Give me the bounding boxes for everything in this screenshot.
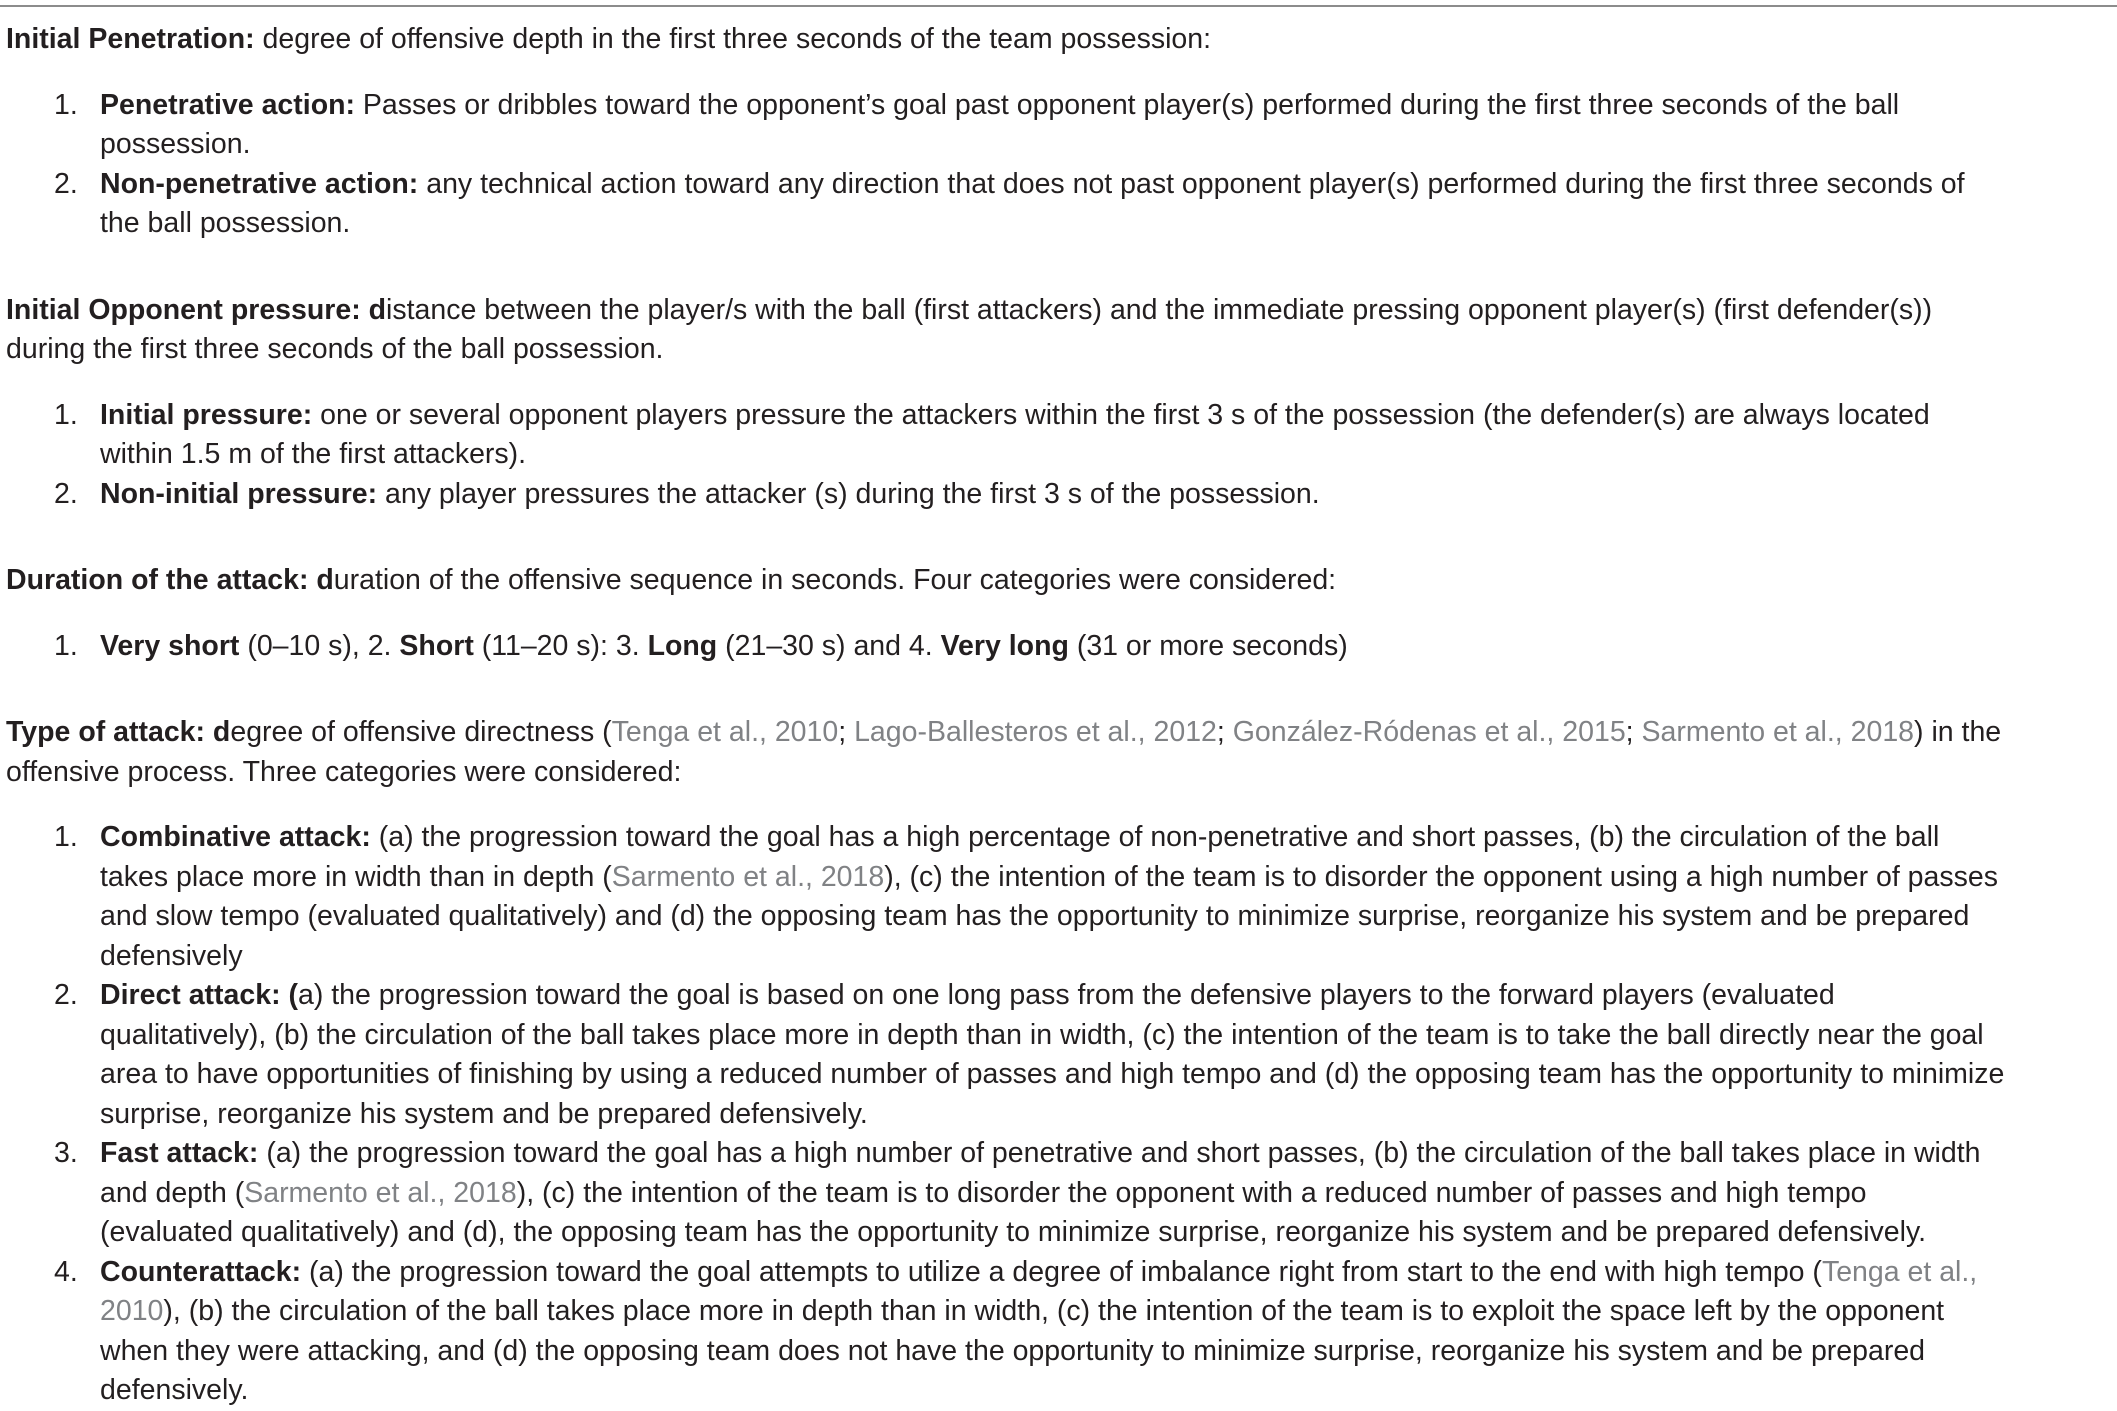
item-text: Passes or dribbles toward the opponent’s goal past opponent player(s) performed during the first three seconds of the ball possession. (100, 88, 1900, 160)
heading-label: Initial Penetration: (6, 23, 255, 55)
item-content (100, 979, 2004, 1130)
item-text: any technical action toward any direction that does not past opponent player(s) performed during the first three seconds of the ball possession. (100, 167, 1965, 239)
text-segment: (0–10 s), 2. (239, 629, 400, 662)
item-text: one or several opponent players pressure the attackers within the first 3 s of the possession (the defender(s) are always located within 1.5 m of the first attackers). (100, 398, 1930, 470)
bold-term: Long (647, 629, 718, 662)
bold-term: Combinative attack: (100, 821, 371, 853)
citation-link[interactable]: González-Ródenas et al., 2015 (1232, 716, 1626, 748)
top-rule (0, 5, 2117, 7)
item-number: 3. (54, 1137, 78, 1169)
bold-term: Short (399, 629, 474, 662)
item-number: 1. (54, 821, 78, 853)
heading-label: Duration of the attack: d (6, 564, 334, 596)
citation-link[interactable]: Sarmento et al., 2018 (1641, 716, 1915, 748)
text-segment: (a) the progression toward the goal has a high percentage of non-penetrative and short passes, (b) the circulation of the ball takes place more in width than in depth ( (100, 821, 1940, 893)
text-segment: ) in the offensive process. Three categories were considered: (6, 716, 2002, 788)
item-label: Penetrative action: (100, 88, 355, 121)
citation-link[interactable]: Tenga et al., 2010 (100, 1255, 1978, 1327)
text-segment: (a) the progression toward the goal has a high number of penetrative and short passes, (b) the circulation of the ball takes place in width and depth ( (100, 1137, 1981, 1209)
item-text: any player pressures the attacker (s) during the first 3 s of the possession. (377, 477, 1320, 510)
item-number: 2. (54, 167, 78, 200)
bold-term: Counterattack: (100, 1255, 302, 1288)
section-initial-opponent-pressure (6, 291, 2006, 515)
list-item (6, 396, 2006, 475)
item-content (100, 1256, 1977, 1407)
heading-label: Type of attack: d (6, 716, 231, 748)
text-segment: (31 or more seconds) (1068, 629, 1348, 662)
list-item (6, 1134, 2006, 1253)
item-label: Initial pressure: (100, 398, 313, 431)
heading-label: Initial Opponent pressure: d (6, 293, 387, 326)
bold-term: Very long (940, 629, 1069, 662)
text-segment: (11–20 s): 3. (473, 629, 648, 662)
section-initial-penetration (6, 20, 2006, 244)
item-number: 1. (54, 88, 78, 121)
item-number: 1. (54, 629, 78, 662)
section-heading (6, 713, 2006, 792)
bold-term: Very short (100, 629, 240, 662)
item-list (6, 396, 2006, 515)
list-item (6, 818, 2006, 976)
item-number: 2. (54, 477, 78, 510)
item-content (100, 1137, 1980, 1248)
item-label: Non-penetrative action: (100, 167, 419, 200)
section-heading (6, 291, 2006, 370)
text-segment: ; (1625, 716, 1642, 748)
text-segment: ; (1216, 716, 1233, 748)
list-item (6, 976, 2006, 1134)
bold-term: Direct attack: ( (100, 979, 298, 1011)
text-segment: ), (c) the intention of the team is to disorder the opponent with a reduced number of passes and high tempo (evaluated qualitatively) and (d), the opposing team has the opportunity to minimize surprise, reorganize his system and be prepared defensively. (100, 1176, 1927, 1248)
text-segment: (21–30 s) and 4. (717, 629, 941, 662)
section-type-of-attack (6, 713, 2006, 1411)
item-list (6, 86, 2006, 244)
text-segment: (a) the progression toward the goal attempts to utilize a degree of imbalance right from start to the end with high tempo ( (301, 1255, 1822, 1288)
item-content (100, 821, 1998, 972)
definitions-text (6, 20, 2006, 1411)
section-duration-of-attack (6, 561, 2006, 666)
heading-text (6, 716, 2001, 788)
list-item (6, 475, 2006, 515)
heading-text: istance between the player/s with the ball (first attackers) and the immediate pressing opponent player(s) (first defender(s)) during the first three seconds of the ball possession. (6, 293, 1933, 365)
heading-text: uration of the offensive sequence in seconds. Four categories were considered: (333, 564, 1337, 596)
item-number: 1. (54, 398, 78, 431)
text-segment: ; (838, 716, 855, 748)
heading-text: degree of offensive depth in the first three seconds of the team possession: (254, 23, 1212, 55)
text-segment: egree of offensive directness ( (230, 716, 612, 748)
citation-link[interactable]: Lago-Ballesteros et al., 2012 (854, 716, 1217, 748)
item-number: 2. (54, 979, 78, 1011)
list-item (6, 165, 2006, 244)
list-item (6, 86, 2006, 165)
item-list (6, 818, 2006, 1411)
citation-link[interactable]: Sarmento et al., 2018 (244, 1176, 517, 1209)
list-item (6, 1253, 2006, 1411)
list-item (6, 627, 2006, 667)
text-segment: ), (b) the circulation of the ball takes place more in depth than in width, (c) the intention of the team is to exploit the space left by the opponent when they were attacking, and (d) the opposing team does not have the opportunity to minimize surprise, reorganize his system and be prepared defensively. (100, 1295, 1945, 1406)
text-segment: ), (c) the intention of the team is to disorder the opponent using a high number of passes and slow tempo (evaluated qualitatively) and (d) the opposing team has the opportunity to minimize surprise, reorganize his system and be prepared defensively (100, 860, 1998, 972)
text-segment: a) the progression toward the goal is based on one long pass from the defensive players to the forward players (evaluated qualitatively), (b) the circulation of the ball takes place more in depth than in width, (c) the intention of the team is to take the ball directly near the goal area to have opportunities of finishing by using a reduced number of passes and high tempo and (d) the opposing team has the opportunity to minimize surprise, reorganize his system and be prepared defensively. (100, 979, 2005, 1130)
section-heading (6, 561, 2006, 601)
bold-term: Fast attack: (100, 1137, 259, 1169)
section-heading (6, 20, 2006, 60)
item-content (100, 630, 1348, 662)
citation-link[interactable]: Sarmento et al., 2018 (611, 860, 885, 893)
item-label: Non-initial pressure: (100, 477, 378, 510)
item-number: 4. (54, 1255, 78, 1288)
citation-link[interactable]: Tenga et al., 2010 (611, 716, 839, 748)
item-list (6, 627, 2006, 667)
